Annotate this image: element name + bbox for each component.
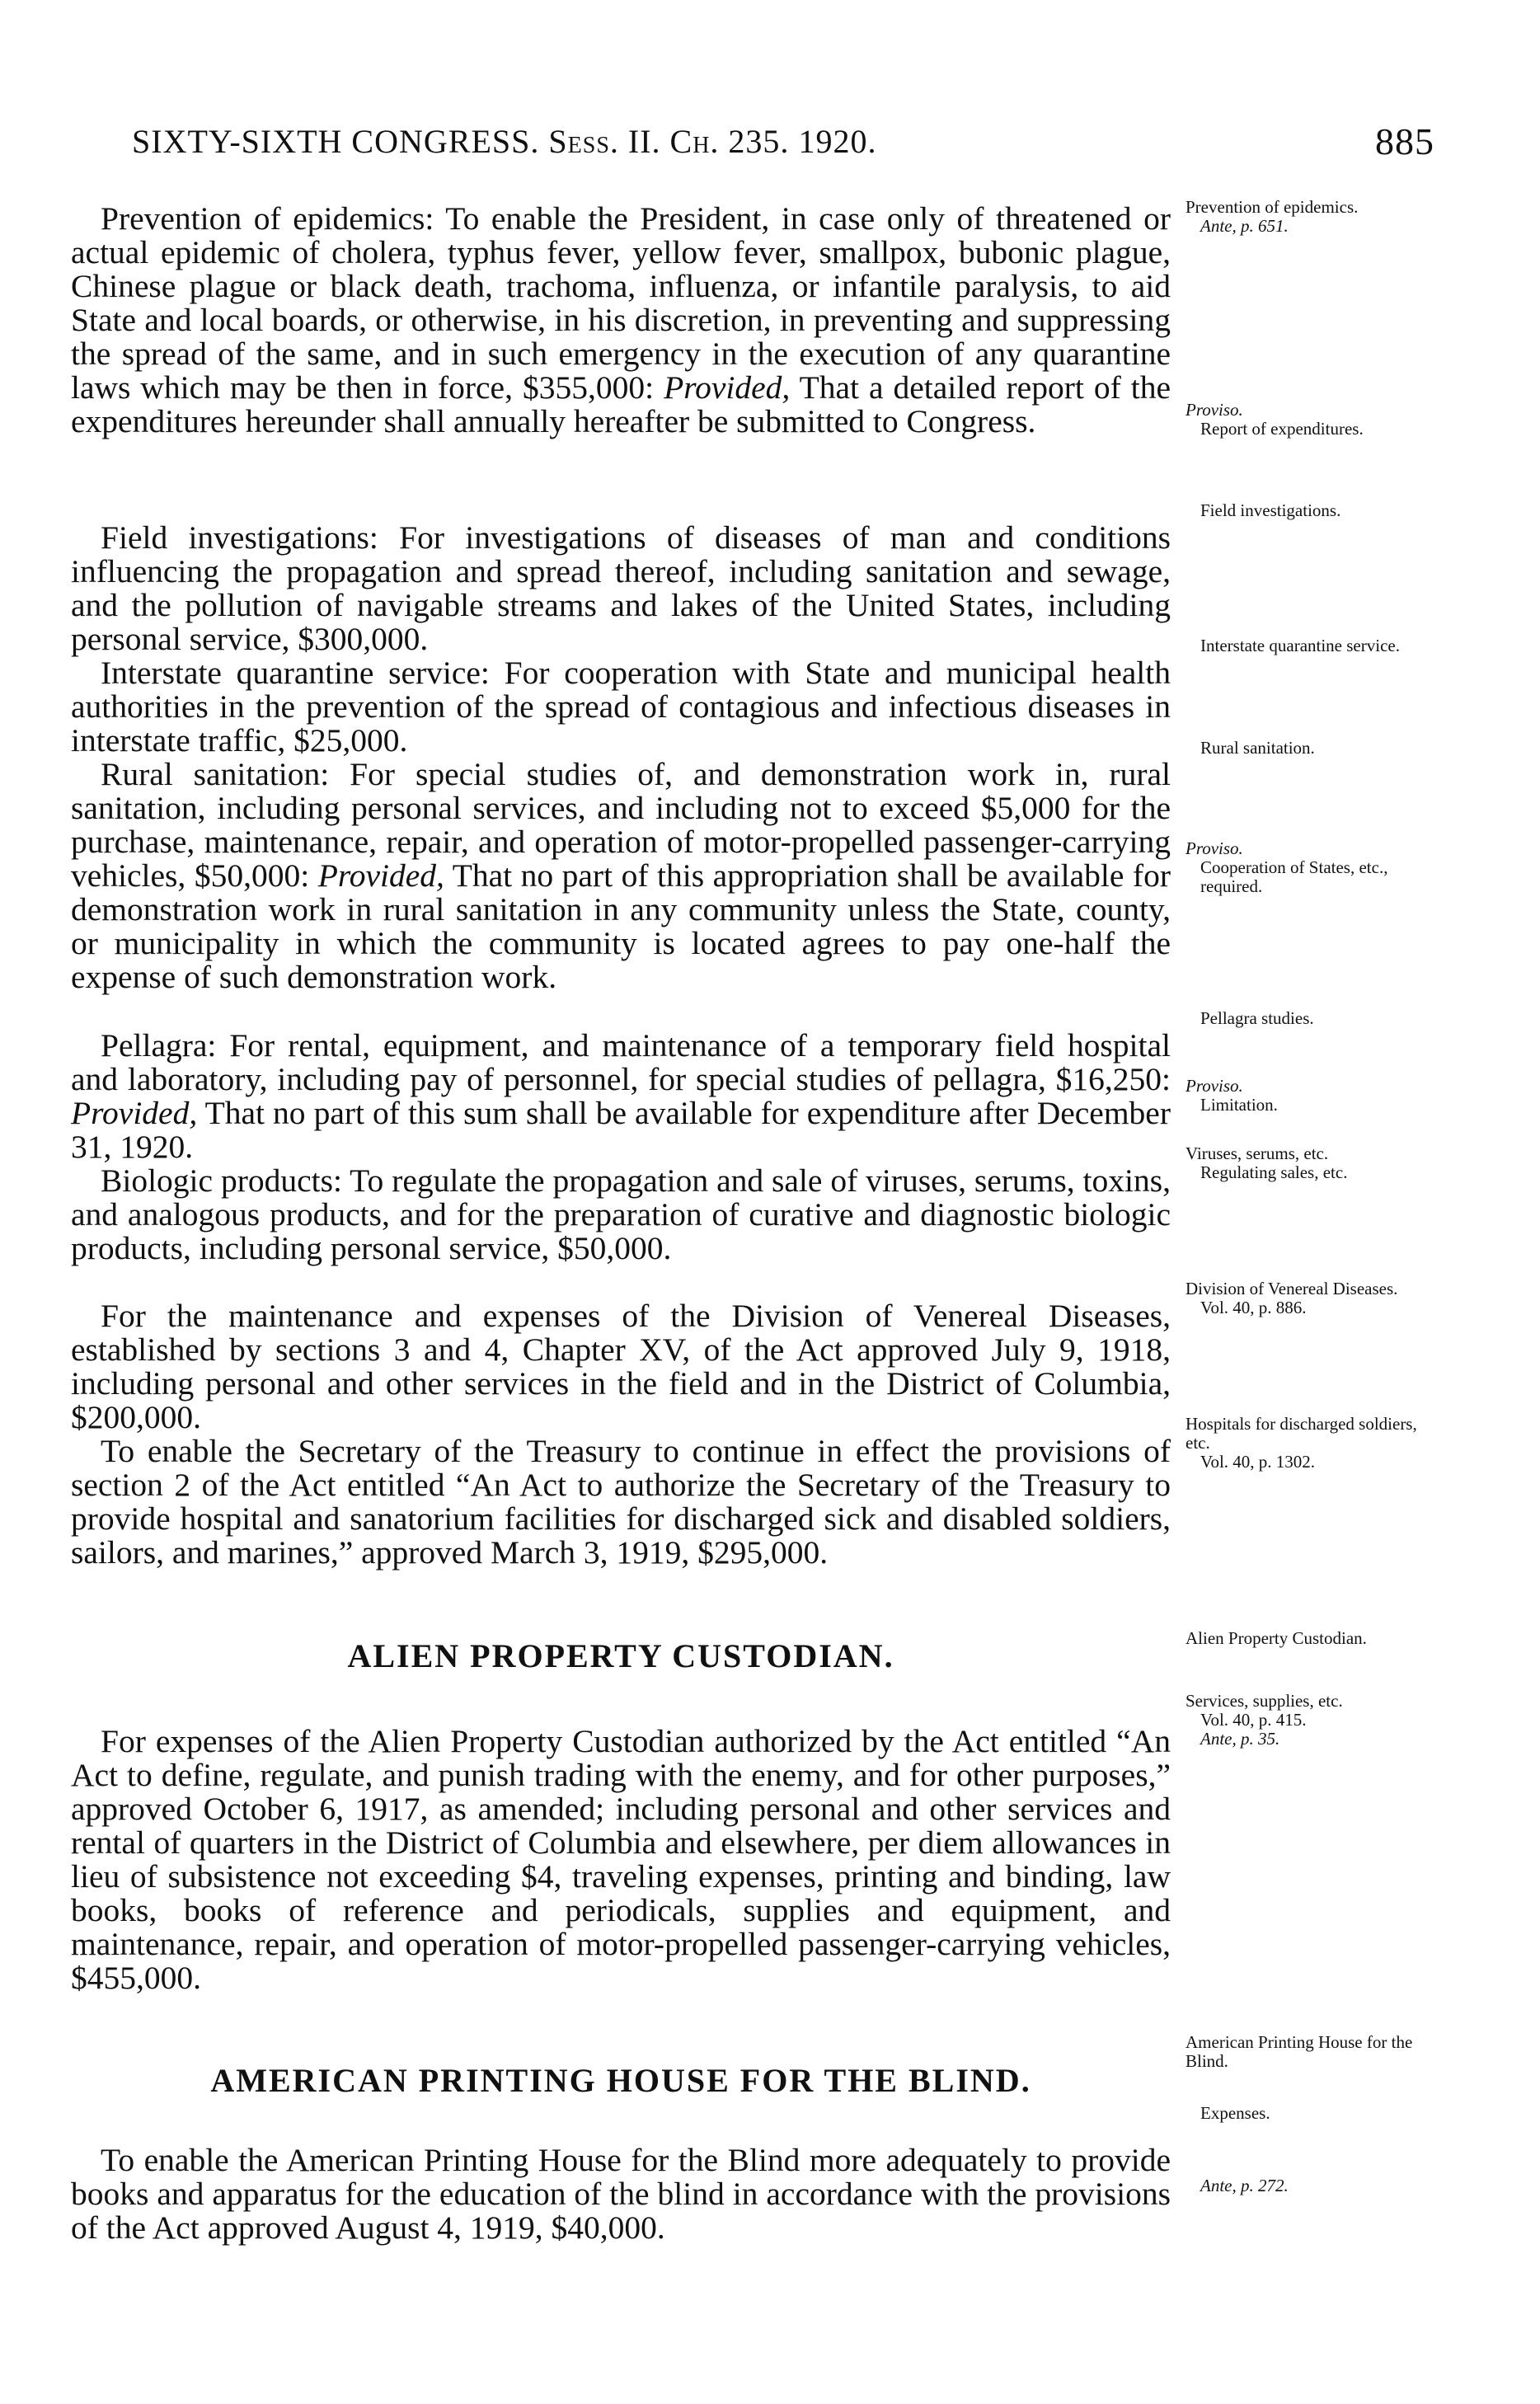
provided-word: Provided, xyxy=(664,369,791,406)
paragraph-rural-sanitation: Rural sanitation: For special studies of, and demonstration work in, rural sanitation, including personal services, and including not to exceed $5,000 for the purchase, maintenance, repair, and operation of motor-propelled passenger-carrying vehicles, $50,000: Provided, That no part of this appropriation shall be available for demonstration work in rural sanitation in any community unless the State, county, or municipality in which the community is located agrees to pay one-half the expense of such demonstration work. xyxy=(71,756,1171,995)
side-note: Hospitals for discharged soldiers, etc. Vol. 40, p. 1302. xyxy=(1186,1414,1417,1472)
side-note: Expenses. xyxy=(1200,2103,1270,2123)
paragraph-field-investigations: Field investigations: For investigations of diseases of man and conditions influencing the propagation and spread thereof, including sanitation and sewage, and the pollution of navigable streams and lakes of the United States, including personal service, $300,000. xyxy=(71,519,1171,657)
paragraph-interstate-quarantine: Interstate quarantine service: For cooperation with State and municipal health authorities in the prevention of the spread of contagious and infectious diseases in interstate traffic, $25,000. xyxy=(71,655,1171,758)
side-note: Division of Venereal Diseases. Vol. 40, p. 886. xyxy=(1186,1279,1398,1317)
side-note: Pellagra studies. xyxy=(1200,1008,1314,1028)
side-note: Viruses, serums, etc. Regulating sales, etc. xyxy=(1186,1143,1348,1182)
paragraph-pellagra: Pellagra: For rental, equipment, and maintenance of a temporary field hospital and laboratory, including pay of personnel, for special studies of pellagra, $16,250: Provided, That no part of this sum shall be available for expenditure after December 31, 1920. xyxy=(71,1027,1171,1165)
provided-word: Provided, xyxy=(71,1095,198,1131)
side-note: Alien Property Custodian. xyxy=(1186,1628,1367,1648)
session: Sess. II. xyxy=(548,123,661,160)
side-note: Interstate quarantine service. xyxy=(1200,636,1400,655)
side-note: Proviso. Cooperation of States, etc., required. xyxy=(1186,838,1388,896)
side-note: Proviso. Limitation. xyxy=(1186,1076,1278,1115)
side-note: American Printing House for the Blind. xyxy=(1186,2032,1413,2071)
heading-alien-property-custodian: ALIEN PROPERTY CUSTODIAN. xyxy=(347,1637,894,1674)
heading-american-printing-house: AMERICAN PRINTING HOUSE FOR THE BLIND. xyxy=(210,2062,1031,2099)
side-note: Rural sanitation. xyxy=(1200,738,1315,758)
running-title: SIXTY-SIXTH CONGRESS. xyxy=(132,123,540,160)
paragraph-alien-property: For expenses of the Alien Property Custodian authorized by the Act entitled “An Act to define, regulate, and punish trading with the enemy, and for other purposes,” approved October 6, 1917, as amended; including personal and other services and rental of quarters in the District of Columbia and elsewhere, per diem allowances in lieu of subsistence not exceeding $4, traveling expenses, printing and binding, law books, books of reference and periodicals, supplies and equipment, and maintenance, repair, and operation of motor-propelled passenger-carrying vehicles, $455,000. xyxy=(71,1723,1171,1996)
side-note: Prevention of epidemics. Ante, p. 651. xyxy=(1186,197,1359,236)
paragraph-hospitals: To enable the Secretary of the Treasury to continue in effect the provisions of section 2 of the Act entitled “An Act to authorize the Secretary of the Treasury to provide hospital and sanatorium facilities for discharged sick and disabled soldiers, sailors, and marines,” approved March 3, 1919, $295,000. xyxy=(71,1433,1171,1571)
paragraph-biologic-products: Biologic products: To regulate the propagation and sale of viruses, serums, toxins, and analogous products, and for the preparation of curative and diagnostic biologic products, including personal service, $50,000. xyxy=(71,1162,1171,1266)
year: 1920. xyxy=(798,123,877,160)
provided-word: Provided, xyxy=(317,857,444,894)
side-note: Proviso. Report of expenditures. xyxy=(1186,400,1364,439)
side-note: Services, supplies, etc. Vol. 40, p. 415. Ante, p. 35. xyxy=(1186,1691,1343,1749)
paragraph-prevention-of-epidemics: Prevention of epidemics: To enable the President, in case only of threatened or actual epidemic of cholera, typhus fever, yellow fever, smallpox, bubonic plague, Chinese plague or black death, trachoma, influenza, or infantile paralysis, to aid State and local boards, or otherwise, in his discretion, in preventing and suppressing the spread of the same, and in such emergency in the execution of any quarantine laws which may be then in force, $355,000: Provided, That a detailed report of the expenditures hereunder shall annually hereafter be submitted to Congress. xyxy=(71,200,1171,439)
paragraph-venereal-diseases: For the maintenance and expenses of the Division of Venereal Diseases, established by sections 3 and 4, Chapter XV, of the Act approved July 9, 1918, including personal and other services in the field and in the District of Columbia, $200,000. xyxy=(71,1298,1171,1435)
side-note: Field investigations. xyxy=(1200,500,1341,520)
side-note: Ante, p. 272. xyxy=(1200,2176,1289,2195)
chapter: Ch. 235. xyxy=(669,123,790,160)
header-left xyxy=(132,122,876,162)
page-number: 885 xyxy=(1375,120,1434,162)
paragraph-printing-house: To enable the American Printing House for the Blind more adequately to provide books and apparatus for the education of the blind in accordance with the provisions of the Act approved August 4, 1919, $40,000. xyxy=(71,2142,1171,2246)
